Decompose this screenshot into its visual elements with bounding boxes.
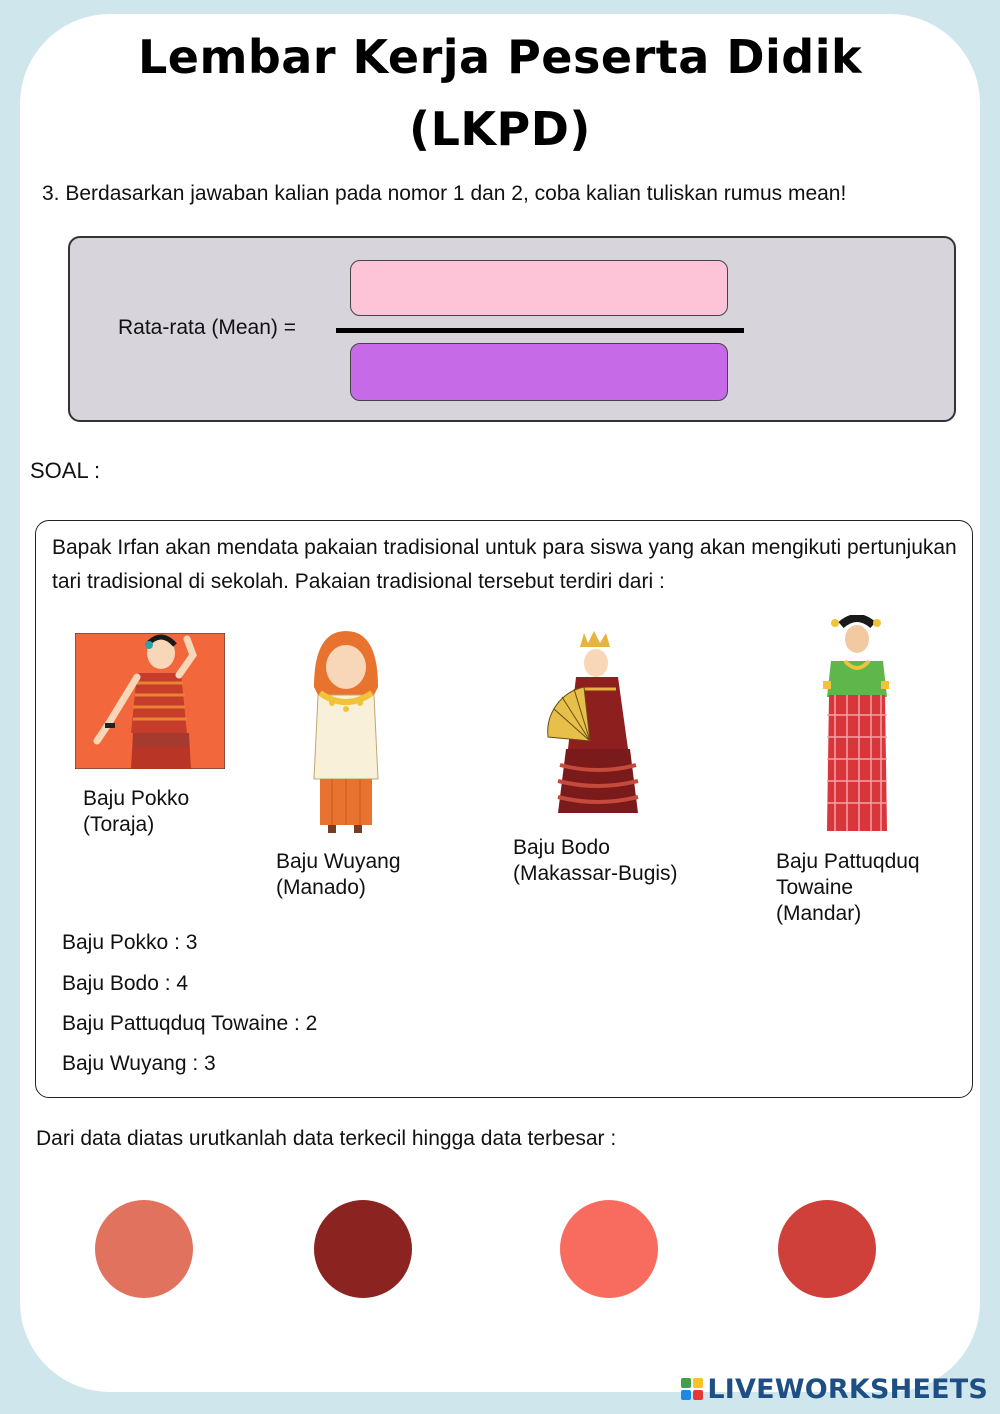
costume-origin: (Makassar-Bugis): [513, 862, 678, 885]
fraction-line: [336, 328, 744, 333]
count-pokko: Baju Pokko : 3: [62, 931, 198, 954]
question-3-text: 3. Berdasarkan jawaban kalian pada nomor 1 dan 2, coba kalian tuliskan rumus mean!: [42, 182, 847, 205]
costume-name: Baju Pokko: [83, 787, 190, 810]
numerator-drop-zone[interactable]: [350, 260, 728, 316]
brand-text: LIVEWORKSHEETS: [707, 1373, 988, 1405]
costume-name: Baju Wuyang: [276, 850, 401, 873]
answer-circle-4[interactable]: [778, 1200, 876, 1298]
costume-name: Baju Bodo: [513, 836, 610, 859]
costume-origin: (Toraja): [83, 813, 155, 836]
count-pattuqduq: Baju Pattuqduq Towaine : 2: [62, 1012, 318, 1035]
page-title: Lembar Kerja Peserta Didik: [137, 30, 863, 84]
brand-grid-icon: [681, 1378, 703, 1400]
count-wuyang: Baju Wuyang : 3: [62, 1052, 216, 1075]
soal-heading: SOAL :: [30, 458, 101, 483]
manado-girl-illustration: [306, 629, 386, 835]
toraja-dancer-illustration: [75, 633, 225, 769]
costume-label-pattuqduq: [776, 849, 920, 927]
count-bodo: Baju Bodo : 4: [62, 972, 189, 995]
problem-intro: Bapak Irfan akan mendata pakaian tradisional untuk para siswa yang akan mengikuti pertunjukan tari tradisional di sekolah. Pakaian tradisional tersebut terdiri dari :: [52, 536, 957, 593]
liveworksheets-logo: [681, 1374, 988, 1404]
costume-origin: (Manado): [276, 876, 366, 899]
mean-label: Rata-rata (Mean) =: [118, 316, 296, 339]
mean-formula-box: [68, 236, 956, 422]
costume-name: Baju Pattuqduq: [776, 850, 920, 873]
bugis-dancer-fan-illustration: [544, 629, 644, 817]
costume-label-wuyang: [276, 849, 401, 901]
page-subtitle: (LKPD): [409, 102, 591, 156]
costume-name-line2: Towaine: [776, 876, 854, 899]
costume-label-bodo: [513, 835, 678, 887]
answer-circle-1[interactable]: [95, 1200, 193, 1298]
costume-label-pokko: [83, 786, 189, 838]
costume-origin: (Mandar): [776, 902, 862, 925]
denominator-drop-zone[interactable]: [350, 343, 728, 401]
problem-box: [35, 520, 973, 1098]
order-question-text: Dari data diatas urutkanlah data terkecil hingga data terbesar :: [36, 1127, 617, 1150]
mandar-woman-illustration: [821, 615, 891, 837]
answer-circle-3[interactable]: [560, 1200, 658, 1298]
answer-circle-2[interactable]: [314, 1200, 412, 1298]
